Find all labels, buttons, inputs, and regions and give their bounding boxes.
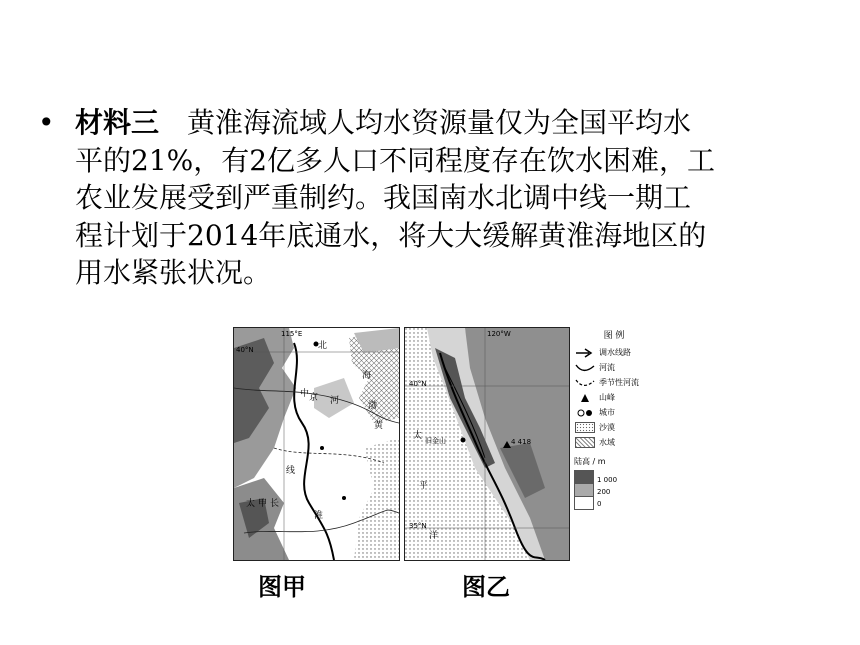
legend-item	[574, 360, 654, 375]
lat-label-40n: 40°N	[409, 380, 427, 388]
legend-item	[574, 405, 654, 420]
legend-label: 城市	[599, 408, 615, 417]
elevation-ticks	[597, 474, 617, 510]
paragraph-line-1	[75, 104, 715, 142]
caption-yi: 图乙	[462, 573, 510, 601]
caption-jia: 图甲	[258, 573, 306, 601]
legend-item	[574, 390, 654, 405]
water-icon	[574, 438, 596, 448]
elevation-low-swatch	[574, 497, 594, 510]
place-label: 京	[309, 393, 319, 403]
legend-label: 调水线路	[599, 348, 631, 357]
map-yi	[404, 327, 570, 561]
place-label: 北	[318, 341, 328, 351]
place-label: 淮	[314, 511, 324, 521]
legend-label: 季节性河流	[599, 378, 639, 387]
elevation-tick: 200	[597, 488, 611, 496]
place-label: 河	[330, 396, 340, 406]
legend-item	[574, 420, 654, 435]
legend-item	[574, 435, 654, 450]
lon-label-115e: 115°E	[281, 330, 303, 338]
lon-label-120w: 120°W	[487, 330, 511, 338]
map-jia	[233, 327, 400, 561]
material-label: 材料三	[75, 106, 160, 139]
desert-icon	[574, 423, 596, 433]
place-label: 中	[300, 389, 310, 399]
place-label: 海	[362, 371, 372, 381]
place-label: 黄	[374, 421, 384, 431]
peak-elevation: 4 418	[511, 438, 532, 446]
ocean-label: 洋	[429, 531, 439, 541]
elevation-high-swatch	[574, 470, 594, 484]
elevation-tick: 1 000	[597, 476, 618, 484]
elevation-title: 陆高 / m	[574, 457, 606, 466]
place-label: 线	[286, 466, 296, 476]
arrow-route-icon	[574, 348, 596, 358]
peak-icon	[574, 393, 596, 403]
lat-label-35n: 35°N	[409, 522, 427, 530]
city-icon	[574, 408, 596, 418]
paragraph-line-4: 程计划于2014年底通水，将大大缓解黄淮海地区的	[75, 218, 707, 252]
paragraph-line-5: 用水紧张状况。	[75, 256, 272, 289]
legend-title: 图 例	[603, 331, 625, 341]
elevation-tick: 0	[597, 500, 602, 508]
legend-label: 水域	[599, 438, 615, 447]
legend-item	[574, 375, 654, 390]
paragraph-text	[75, 104, 715, 292]
place-label: 渤	[368, 401, 378, 411]
elevation-scale	[574, 456, 654, 510]
map-legend	[574, 328, 654, 510]
ocean-label: 平	[419, 481, 429, 491]
place-label: 长	[270, 499, 280, 509]
legend-label: 河流	[599, 363, 615, 372]
seasonal-river-icon	[574, 378, 596, 388]
bullet-point: •	[38, 106, 55, 139]
river-icon	[574, 363, 596, 373]
line-1-text: 黄淮海流域人均水资源量仅为全国平均水	[159, 106, 692, 139]
city-label: 旧金山	[425, 437, 446, 445]
place-label: 太	[246, 499, 256, 509]
elevation-bar	[574, 470, 594, 510]
elevation-mid-swatch	[574, 484, 594, 497]
map-jia-graphic	[234, 328, 399, 560]
ocean-label: 太	[413, 431, 423, 441]
paragraph-line-2: 平的21%，有2亿多人口不同程度存在饮水困难，工	[75, 143, 716, 177]
paragraph-line-3: 农业发展受到严重制约。我国南水北调中线一期工	[75, 181, 692, 214]
city-icon	[461, 438, 466, 443]
legend-item	[574, 345, 654, 360]
lat-label-40n: 40°N	[236, 346, 254, 354]
legend-label: 山峰	[599, 393, 615, 402]
place-label: 甲	[258, 499, 268, 509]
legend-label: 沙漠	[599, 423, 615, 432]
